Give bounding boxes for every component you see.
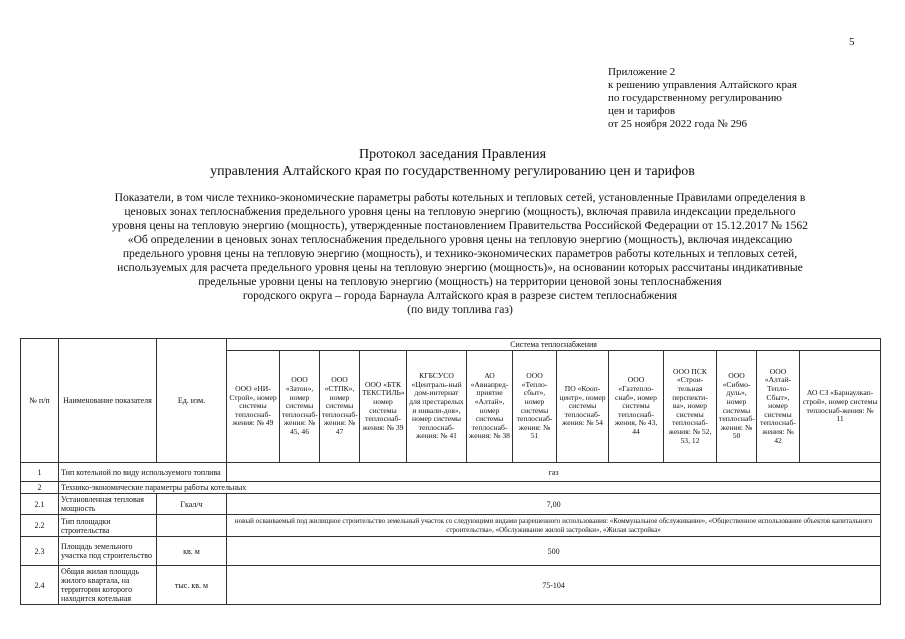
description-line: предельного уровня цены на тепловую энергию (мощность), и технико-экономических параметров работы котельных и тепловых сетей, (122, 247, 798, 260)
table-row (21, 537, 881, 566)
system-header: ООО «Сибмо-дуль», номер системы теплоснаб-жения: № 50 (717, 351, 757, 463)
appendix-line: от 25 ноября 2022 года № 296 (608, 118, 747, 130)
table-row (21, 515, 881, 537)
row-name: Тип котельной по виду используемого топлива (59, 463, 227, 482)
row-name: Общая жилая площадь жилого квартала, на территории которого находится котельная (59, 566, 157, 605)
title-line: Протокол заседания Правления (358, 147, 547, 162)
system-header: ООО «Газтепло-снаб», номер системы теплоснаб-жения, № 43, 44 (609, 351, 664, 463)
description-line: используемых для расчета предельного уровня цены на тепловую энергию (мощность)», на основании которых рассчитаны индикативные (117, 261, 803, 274)
table-row (21, 463, 881, 482)
row-unit: Гкал/ч (157, 494, 227, 515)
system-header: ПО «Кооп-центр», номер системы теплоснаб-жения: № 54 (557, 351, 609, 463)
system-header: ООО ПСК «Строи-тельная перспекти-ва», номер системы теплоснаб-жения: № 52, 53, 12 (664, 351, 717, 463)
document-title (0, 146, 905, 180)
table-row (21, 494, 881, 515)
appendix-line: по государственному регулированию (608, 92, 782, 104)
row-num: 1 (21, 463, 59, 482)
title-line: управления Алтайского края по государственному регулированию цен и тарифов (210, 164, 695, 179)
system-header: ООО «БТК ТЕКСТИЛЬ» номер системы теплоснаб-жения: № 39 (360, 351, 407, 463)
row-value: газ (227, 463, 881, 482)
system-header: ООО «Алтай-Тепло-Сбыт», номер системы теплоснаб-жения: № 42 (757, 351, 800, 463)
indicators-table (20, 338, 881, 605)
table-row (21, 566, 881, 605)
description-line: «Об определении в ценовых зонах теплоснабжения предельного уровня цены на тепловую энергию (мощность), включая индексацию (127, 233, 793, 246)
row-value: 75-104 (227, 566, 881, 605)
header-systems: Система теплоснабжения (227, 339, 881, 351)
row-name: Установленная тепловая мощность (59, 494, 157, 515)
system-header: АО СЗ «Барнаулкап-строй», номер системы теплоснаб-жения: № 11 (800, 351, 881, 463)
row-section: Технико-экономические параметры работы котельных (59, 482, 881, 494)
appendix-line: Приложение 2 (608, 66, 676, 78)
row-num: 2.4 (21, 566, 59, 605)
description-line: уровня цены на тепловую энергию (мощность), утвержденные постановлением Правительства Российской Федерации от 15.12.2017 № 1562 (112, 219, 808, 232)
system-header: ООО «Тепло-сбыт», номер системы теплоснаб-жения: № 51 (513, 351, 557, 463)
description-line: (по виду топлива газ) (407, 303, 513, 316)
row-num: 2.1 (21, 494, 59, 515)
row-num: 2.3 (21, 537, 59, 566)
row-value: 500 (227, 537, 881, 566)
system-header: КГБСУСО «Централь-ный дом-интернат для престарелых и инвали-дов», номер системы теплоснаб-жения: № 41 (407, 351, 467, 463)
appendix-line: цен и тарифов (608, 105, 676, 117)
appendix-block (608, 66, 797, 131)
system-header: ООО «НИ-Строй», номер системы теплоснаб-жения: № 49 (227, 351, 280, 463)
row-name: Тип площадки строительства (59, 515, 157, 537)
row-name: Площадь земельного участка под строительство (59, 537, 157, 566)
system-header: ООО «СТПК», номер системы теплоснаб-жения: № 47 (320, 351, 360, 463)
page-number: 5 (849, 36, 855, 48)
header-unit: Ед. изм. (157, 339, 227, 463)
description-block (60, 191, 860, 317)
description-line: ценовых зонах теплоснабжения предельного уровня цены на тепловую энергию (мощность), включая правила индексации предельного (124, 205, 796, 218)
row-num: 2 (21, 482, 59, 494)
system-header: АО «Авиапред-приятие «Алтай», номер системы теплоснаб-жения: № 38 (467, 351, 513, 463)
header-name: Наименование показателя (59, 339, 157, 463)
description-line: городского округа – города Барнаула Алтайского края в разрезе систем теплоснабжения (242, 289, 678, 302)
row-value: 7,00 (227, 494, 881, 515)
row-num: 2.2 (21, 515, 59, 537)
row-unit: кв. м (157, 537, 227, 566)
system-header: ООО «Затон», номер системы теплоснаб-жения: № 45, 46 (280, 351, 320, 463)
appendix-line: к решению управления Алтайского края (608, 79, 797, 91)
description-line: Показатели, в том числе технико-экономические параметры работы котельных и тепловых сетей, установленные Правилами определения в (114, 191, 806, 204)
row-unit: тыс. кв. м (157, 566, 227, 605)
row-value: новый осваиваемый под жилищное строительство земельный участок со следующими видами разрешенного использования: «Коммунальное обслуживание», «Общественное использование объектов капитального строительства», «Обслуживание жилой застройки», «Жилая застройка» (227, 515, 881, 537)
header-num: № п/п (21, 339, 59, 463)
description-line: предельные уровни цены на тепловую энергию (мощность) на территории ценовой зоны теплоснабжения (198, 275, 722, 288)
row-unit (157, 515, 227, 537)
table-row (21, 482, 881, 494)
